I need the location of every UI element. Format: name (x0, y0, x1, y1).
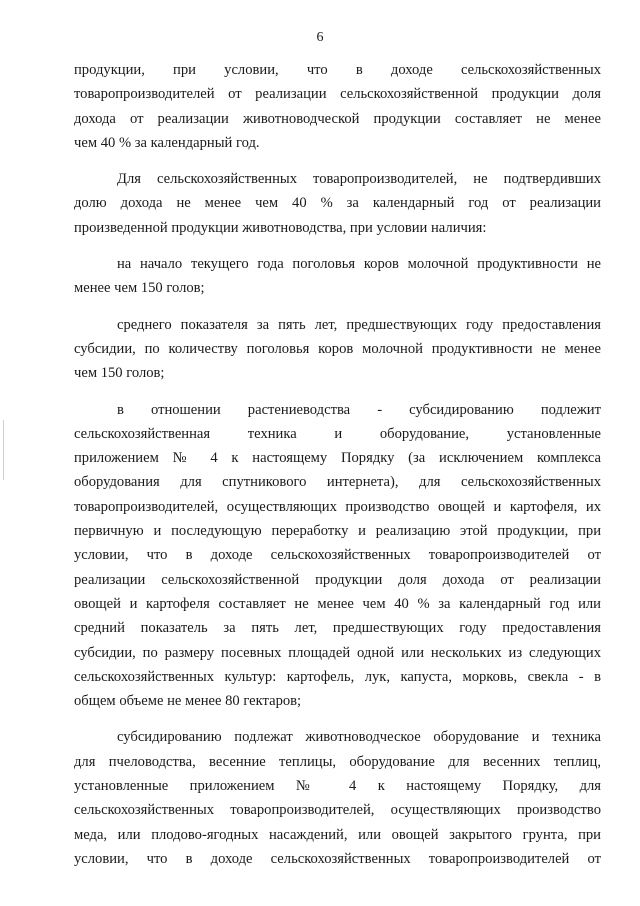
text-line: произведенной продукции животноводства, при условии наличия: (74, 219, 487, 236)
text-line: овощей и картофеля составляет не менее чем 40 % за календарный год или (74, 595, 601, 612)
text-line: долю дохода не менее чем 40 % за календарный год от реализации (74, 195, 601, 212)
text-line: на начало текущего года поголовья коров молочной продуктивности не (117, 256, 601, 273)
text-line: Для сельскохозяйственных товаропроизводителей, не подтвердивших (117, 171, 601, 188)
text-line: общем объеме не менее 80 гектаров; (74, 693, 302, 710)
paragraph (74, 398, 601, 714)
text-line: в отношении растениеводства - субсидированию подлежит (117, 401, 601, 418)
text-line: продукции, при условии, что в доходе сельскохозяйственных (74, 62, 601, 78)
paragraph (74, 725, 601, 871)
paragraph (74, 167, 601, 240)
text-line: чем 40 % за календарный год. (74, 134, 260, 151)
text-line: условии, что в доходе сельскохозяйственных товаропроизводителей от (74, 547, 601, 564)
text-line: субсидированию подлежат животноводческое оборудование и техника (117, 729, 601, 746)
text-line: субсидии, по количеству поголовья коров молочной продуктивности не менее (74, 340, 601, 357)
text-line: приложением № 4 к настоящему Порядку (за исключением комплекса (74, 450, 601, 467)
text-line: условии, что в доходе сельскохозяйственных товаропроизводителей от (74, 850, 601, 867)
scan-margin-mark (3, 420, 4, 480)
text-line: чем 150 голов; (74, 365, 165, 382)
text-line: товаропроизводителей, осуществляющих производство овощей и картофеля, их (74, 498, 601, 515)
page-number: 6 (316, 30, 324, 45)
paragraph (74, 58, 601, 155)
text-line: установленные приложением № 4 к настоящему Порядку, для (74, 778, 601, 795)
text-line: товаропроизводителей от реализации сельскохозяйственной продукции доля (74, 86, 601, 103)
text-line: дохода от реализации животноводческой продукции составляет не менее (74, 110, 601, 127)
text-line: менее чем 150 голов; (74, 280, 205, 297)
text-line: реализации сельскохозяйственной продукции доля дохода от реализации (74, 571, 601, 588)
text-line: средний показатель за пять лет, предшествующих году предоставления (74, 620, 601, 637)
paragraph (74, 252, 601, 301)
text-line: для пчеловодства, весенние теплицы, оборудование для весенних теплиц, (74, 753, 601, 770)
text-line: меда, или плодово-ягодных насаждений, или овощей закрытого грунта, при (74, 826, 601, 843)
text-line: среднего показателя за пять лет, предшествующих году предоставления (117, 316, 601, 333)
text-line: сельскохозяйственных товаропроизводителей, осуществляющих производство (74, 802, 601, 819)
text-line: первичную и последующую переработку и реализацию этой продукции, при (74, 523, 601, 540)
body-text (74, 58, 601, 871)
text-line: оборудования для спутникового интернета), для сельскохозяйственных (74, 474, 601, 491)
text-line: сельскохозяйственная техника и оборудование, установленные (74, 425, 601, 442)
paragraph (74, 313, 601, 386)
text-line: субсидии, по размеру посевных площадей одной или нескольких из следующих (74, 644, 601, 661)
text-line: сельскохозяйственных культур: картофель, лук, капуста, морковь, свекла - в (74, 668, 601, 685)
